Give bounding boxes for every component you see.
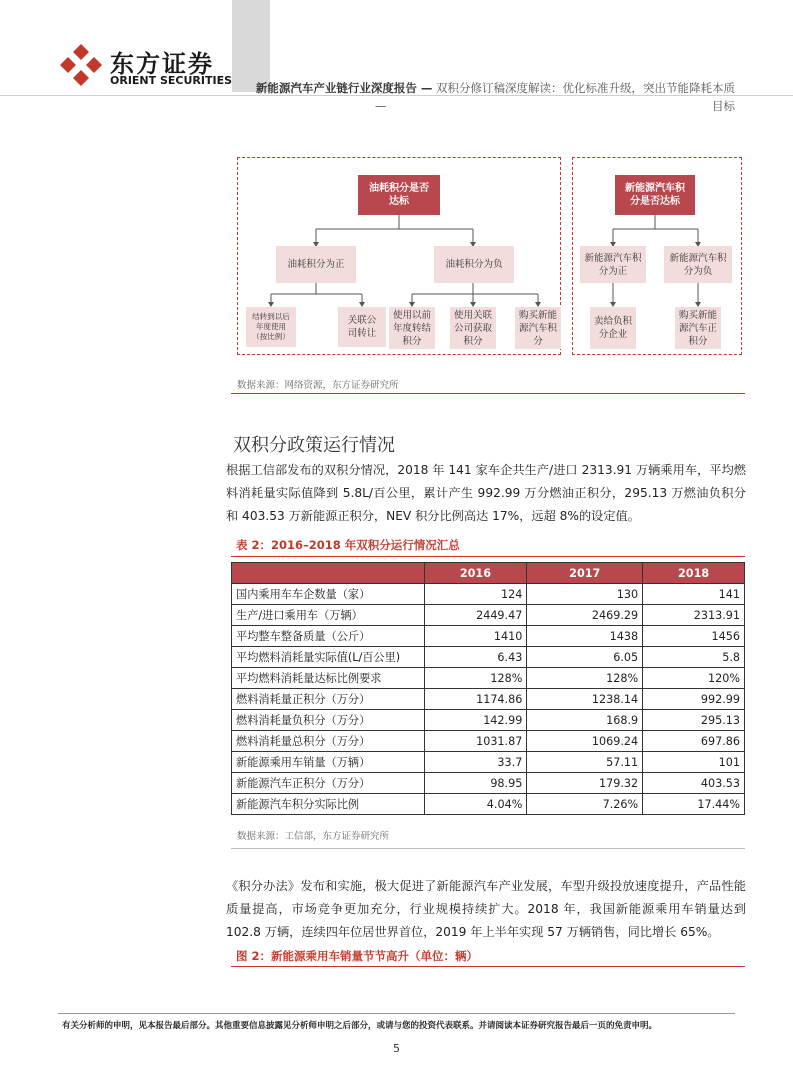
report-title-rest: 双积分修订稿深度解读：优化标准升级，突出节能降耗本质 <box>432 81 735 95</box>
table-cell: 国内乘用车车企数量（家） <box>232 584 425 605</box>
fuel-credit-root-node: 油耗积分是否达标 <box>358 175 440 215</box>
table-header-cell <box>232 563 425 584</box>
table-header-row <box>232 563 745 584</box>
report-title-dash: — <box>375 99 387 113</box>
fuel-negative-affiliate-node: 使用关联公司获取积分 <box>450 307 496 349</box>
footer-divider <box>58 1013 735 1014</box>
table-cell: 5.8 <box>643 647 745 668</box>
table-cell: 2449.47 <box>424 605 527 626</box>
table-cell: 295.13 <box>643 710 745 731</box>
table-cell: 1069.24 <box>527 731 643 752</box>
table-cell: 992.99 <box>643 689 745 710</box>
table-row <box>232 773 745 794</box>
table-row <box>232 647 745 668</box>
nev-credit-positive-node: 新能源汽车积分为正 <box>580 246 646 283</box>
table-header-cell: 2017 <box>527 563 643 584</box>
diagram-source-divider <box>231 393 745 394</box>
table-cell: 17.44% <box>643 794 745 815</box>
table-cell: 57.11 <box>527 752 643 773</box>
section-paragraph-2: 《积分办法》发布和实施，极大促进了新能源汽车产业发展，车型升级投放速度提升，产品性能质量提高，市场竞争更加充分，行业规模持续扩大。2018 年，我国新能源乘用车销量达到 102.8 万辆，连续四年位居世界首位，2019 年上半年实现 57 万辆销售，同比增长 65%。 <box>226 879 746 939</box>
table-cell: 1410 <box>424 626 527 647</box>
table-row <box>232 668 745 689</box>
table-cell: 1238.14 <box>527 689 643 710</box>
table-cell: 6.05 <box>527 647 643 668</box>
table-cell: 2313.91 <box>643 605 745 626</box>
figure-caption: 图 2：新能源乘用车销量节节高升（单位：辆） <box>236 949 479 963</box>
table-cell: 1031.87 <box>424 731 527 752</box>
table-row <box>232 794 745 815</box>
fuel-negative-carryover-node: 使用以前年度转结积分 <box>389 307 435 349</box>
fuel-negative-buy-nev-node: 购买新能源汽车积分 <box>515 307 561 349</box>
table-cell: 7.26% <box>527 794 643 815</box>
table-row <box>232 710 745 731</box>
table-cell: 燃料消耗量正积分（万分） <box>232 689 425 710</box>
brand-name-en: ORIENT SECURITIES <box>110 74 233 87</box>
table-row <box>232 731 745 752</box>
table-cell: 1174.86 <box>424 689 527 710</box>
table-row <box>232 626 745 647</box>
table-cell: 新能源汽车积分实际比例 <box>232 794 425 815</box>
fuel-positive-carryover-node: 结转到以后年度使用（按比例） <box>246 307 296 347</box>
table-cell: 142.99 <box>424 710 527 731</box>
table-cell: 新能源乘用车销量（万辆） <box>232 752 425 773</box>
nev-negative-buy-node: 购买新能源汽车正积分 <box>675 307 721 349</box>
table-cell: 4.04% <box>424 794 527 815</box>
table-cell: 124 <box>424 584 527 605</box>
table-cell: 128% <box>527 668 643 689</box>
fuel-positive-transfer-node: 关联公司转让 <box>338 307 386 347</box>
table-cell: 33.7 <box>424 752 527 773</box>
table-header-cell: 2018 <box>643 563 745 584</box>
table-cell: 平均整车整备质量（公斤） <box>232 626 425 647</box>
table-row <box>232 752 745 773</box>
table-cell: 403.53 <box>643 773 745 794</box>
nev-credit-negative-node: 新能源汽车积分为负 <box>664 246 732 283</box>
table-source-note: 数据来源：工信部，东方证券研究所 <box>237 831 390 842</box>
nev-credit-root-node: 新能源汽车积分是否达标 <box>615 175 695 215</box>
footer-disclaimer: 有关分析师的申明，见本报告最后部分。其他重要信息披露见分析师申明之后部分，或请与您的投资代表联系。并请阅读本证券研究报告最后一页的免责申明。 <box>62 1021 658 1031</box>
table-source-divider <box>231 848 745 849</box>
page-number: 5 <box>393 1042 400 1055</box>
table-row <box>232 689 745 710</box>
table-row <box>232 584 745 605</box>
table-caption: 表 2：2016–2018 年双积分运行情况汇总 <box>236 538 460 552</box>
fuel-credit-negative-node: 油耗积分为负 <box>434 246 514 283</box>
table-row <box>232 605 745 626</box>
table-cell: 179.32 <box>527 773 643 794</box>
table-cell: 生产/进口乘用车（万辆） <box>232 605 425 626</box>
brand-name-cn: 东方证券 <box>110 50 214 78</box>
table-cell: 101 <box>643 752 745 773</box>
table-cell: 新能源汽车正积分（万分） <box>232 773 425 794</box>
credit-summary-table <box>231 562 745 815</box>
table-cell: 平均燃料消耗量实际值(L/百公里) <box>232 647 425 668</box>
table-cell: 98.95 <box>424 773 527 794</box>
table-cell: 燃料消耗量总积分（万分） <box>232 731 425 752</box>
table-cell: 168.9 <box>527 710 643 731</box>
figure-caption-divider <box>231 966 745 967</box>
section-paragraph-1: 根据工信部发布的双积分情况，2018 年 141 家车企共生产/进口 2313.91 万辆乘用车，平均燃料消耗量实际值降到 5.8L/百公里，累计产生 992.99 万分燃油正积分，295.13 万燃油负积分和 403.53 万新能源正积分，NEV 积分比例高达 17%，远超 8%的设定值。 <box>226 463 746 523</box>
table-cell: 128% <box>424 668 527 689</box>
table-cell: 6.43 <box>424 647 527 668</box>
table-cell: 1438 <box>527 626 643 647</box>
table-header-cell: 2016 <box>424 563 527 584</box>
table-cell: 120% <box>643 668 745 689</box>
diagram-source-note: 数据来源：网络资源，东方证券研究所 <box>237 380 399 391</box>
table-cell: 130 <box>527 584 643 605</box>
table-cell: 141 <box>643 584 745 605</box>
table-caption-divider <box>231 556 745 557</box>
table-cell: 燃料消耗量负积分（万分） <box>232 710 425 731</box>
fuel-credit-positive-node: 油耗积分为正 <box>276 246 356 283</box>
section-title: 双积分政策运行情况 <box>233 435 395 456</box>
table-cell: 平均燃料消耗量达标比例要求 <box>232 668 425 689</box>
table-cell: 1456 <box>643 626 745 647</box>
report-title-bold: 新能源汽车产业链行业深度报告 — <box>255 81 433 95</box>
report-title-tail: 目标 <box>712 99 735 113</box>
table-cell: 2469.29 <box>527 605 643 626</box>
table-cell: 697.86 <box>643 731 745 752</box>
nev-positive-sell-node: 卖给负积分企业 <box>590 307 636 349</box>
